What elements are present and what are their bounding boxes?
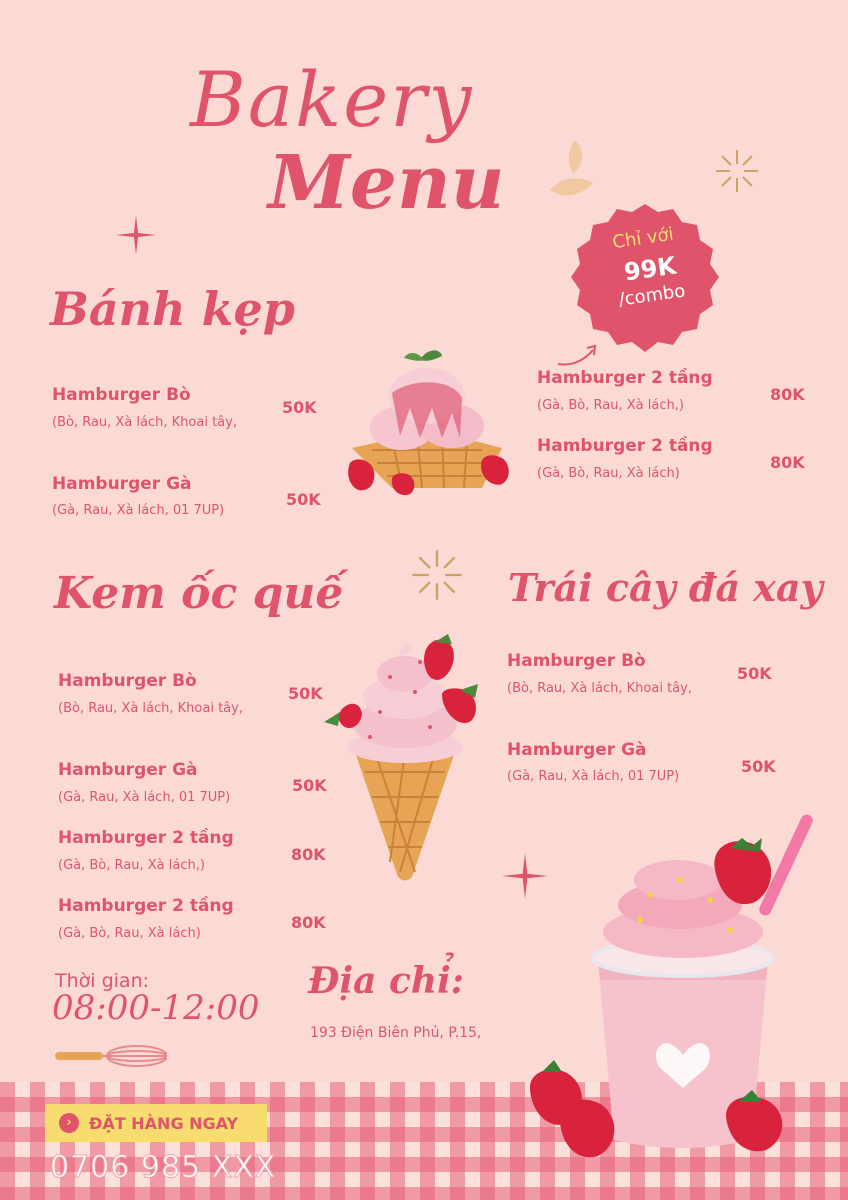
menu-item-name: Hamburger Gà (52, 474, 192, 494)
ice-cream-cone-image (320, 632, 490, 882)
phone-number[interactable]: 0706 985 XXX (50, 1150, 277, 1185)
menu-item-price: 80K (291, 845, 326, 864)
menu-item-name: Hamburger 2 tầng (537, 436, 713, 456)
order-now-label: ĐẶT HÀNG NGAY (89, 1113, 239, 1133)
promo-unit: /combo (617, 280, 687, 311)
curved-arrow-icon (555, 340, 600, 370)
address-label: Địa chỉ: (308, 960, 465, 1002)
burst-icon (714, 148, 760, 194)
menu-item-desc: (Gà, Bò, Rau, Xà lách,) (58, 858, 205, 873)
order-now-button[interactable] (45, 1104, 267, 1142)
burst-icon (410, 548, 464, 602)
menu-item-price: 50K (741, 757, 776, 776)
menu-item-desc: (Gà, Rau, Xà lách, 01 7UP) (52, 503, 225, 518)
menu-item-price: 50K (292, 776, 327, 795)
chevron-right-icon: › (59, 1113, 79, 1133)
menu-item-desc: (Gà, Rau, Xà lách, 01 7UP) (507, 769, 680, 784)
menu-item-name: Hamburger Gà (507, 740, 647, 760)
menu-item-price: 80K (291, 913, 326, 932)
whisk-icon (55, 1040, 167, 1070)
menu-item-desc: (Bò, Rau, Xà lách, Khoai tây, (507, 681, 692, 696)
strawberry-smoothie-image (530, 810, 830, 1170)
menu-item-desc: (Bò, Rau, Xà lách, Khoai tây, (58, 701, 243, 716)
menu-item-price: 50K (286, 490, 321, 509)
menu-item-desc: (Gà, Rau, Xà lách, 01 7UP) (58, 790, 231, 805)
menu-item-desc: (Gà, Bò, Rau, Xà lách) (537, 466, 680, 481)
menu-item-price: 80K (770, 385, 805, 404)
menu-item-name: Hamburger 2 tầng (58, 896, 234, 916)
title-main: Menu (268, 140, 505, 226)
section-title-banh-kep: Bánh kẹp (50, 282, 295, 336)
hours-value: 08:00-12:00 (52, 988, 260, 1028)
menu-item-name: Hamburger Bò (58, 671, 197, 691)
menu-item-desc: (Gà, Bò, Rau, Xà lách) (58, 926, 201, 941)
menu-item-price: 80K (770, 453, 805, 472)
section-title-kem-oc-que: Kem ốc quế (54, 568, 344, 619)
hours-label: Thời gian: (55, 970, 150, 992)
menu-item-desc: (Bò, Rau, Xà lách, Khoai tây, (52, 415, 237, 430)
address-value: 193 Điện Biên Phủ, P.15, (310, 1025, 482, 1041)
promo-line1: Chỉ với (611, 223, 675, 254)
menu-item-desc: (Gà, Bò, Rau, Xà lách,) (537, 398, 684, 413)
menu-item-name: Hamburger 2 tầng (537, 368, 713, 388)
menu-item-name: Hamburger Bò (52, 385, 191, 405)
title-script: Bakery (190, 55, 474, 144)
menu-item-price: 50K (282, 398, 317, 417)
menu-item-name: Hamburger Gà (58, 760, 198, 780)
waffle-ice-cream-image (332, 338, 522, 498)
promo-price: 99K (622, 251, 678, 287)
leaf-icon (545, 135, 597, 205)
menu-item-name: Hamburger Bò (507, 651, 646, 671)
menu-item-name: Hamburger 2 tầng (58, 828, 234, 848)
sparkle-icon (116, 215, 156, 255)
section-title-trai-cay: Trái cây đá xay (508, 565, 823, 610)
menu-item-price: 50K (288, 684, 323, 703)
menu-item-price: 50K (737, 664, 772, 683)
